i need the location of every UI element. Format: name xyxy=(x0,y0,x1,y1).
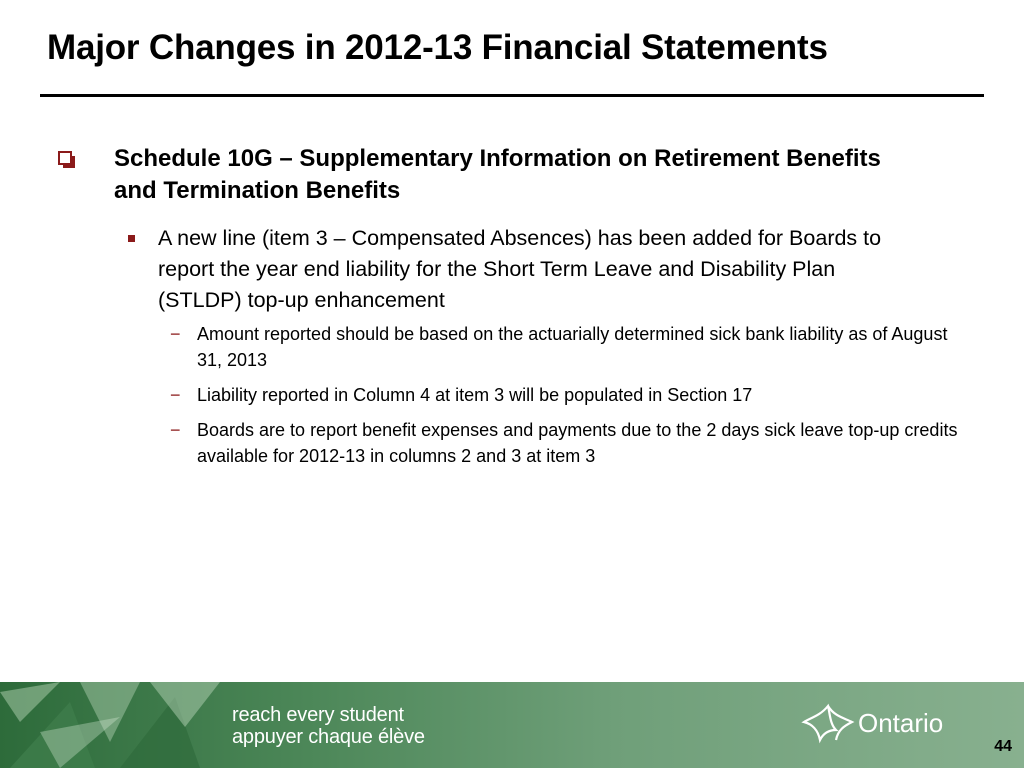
tagline-french: appuyer chaque élève xyxy=(232,726,425,748)
bullet-level2-text: A new line (item 3 – Compensated Absences) has been added for Boards to report the year end liability for the Short Term Leave and Disability Plan (STLDP) top-up enhancement xyxy=(158,226,882,312)
sub-bullet xyxy=(170,321,970,373)
trillium-icon xyxy=(800,702,856,746)
tagline-english: reach every student xyxy=(232,704,404,726)
sub-bullet-text: Amount reported should be based on the actuarially determined sick bank liability as of August 31, 2013 xyxy=(197,324,948,370)
sub-bullet xyxy=(170,382,970,408)
ontario-wordmark: Ontario xyxy=(858,708,944,738)
bullet-level2 xyxy=(128,223,908,316)
slide-title: Major Changes in 2012-13 Financial Statements xyxy=(47,28,828,67)
hollow-square-bullet-icon xyxy=(58,151,72,165)
footer-banner xyxy=(0,682,1024,768)
sub-bullet-text: Liability reported in Column 4 at item 3 will be populated in Section 17 xyxy=(197,385,753,405)
dash-bullet: − xyxy=(170,420,181,440)
ontario-logo xyxy=(800,702,970,742)
sub-bullet-text: Boards are to report benefit expenses and payments due to the 2 days sick leave top-up credits available for 2012-13 in columns 2 and 3 at item 3 xyxy=(197,420,958,466)
bullet-level1-text: Schedule 10G – Supplementary Information on Retirement Benefits and Termination Benefits xyxy=(114,145,881,204)
sub-bullet xyxy=(170,417,970,469)
filled-square-bullet-icon xyxy=(128,235,135,242)
bullet-level1 xyxy=(58,143,918,207)
page-number: 44 xyxy=(994,738,1012,755)
dash-bullet: − xyxy=(170,385,181,405)
title-divider xyxy=(40,94,984,97)
footer-tagline xyxy=(232,704,425,748)
decorative-leaves-graphic xyxy=(0,682,230,768)
dash-bullet: − xyxy=(170,324,181,344)
